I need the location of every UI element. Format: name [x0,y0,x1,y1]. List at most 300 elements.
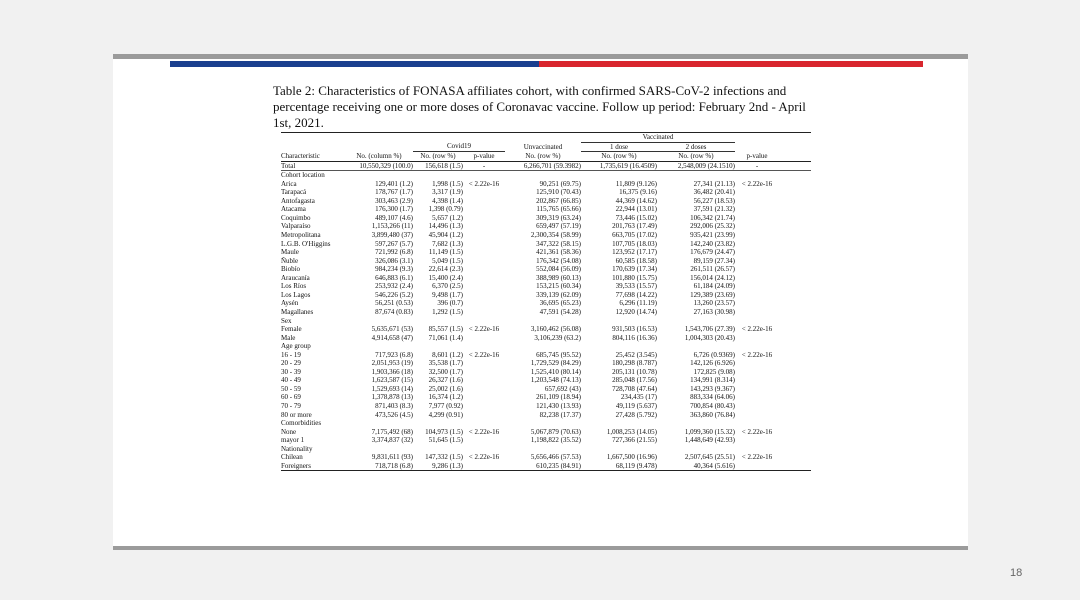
cell-dose2: 37,591 (21.32) [693,205,735,214]
cell-p2 [735,214,779,223]
table-row [281,351,811,360]
cell-dose2 [657,445,735,454]
cell-pad [779,419,811,428]
table-row [281,393,811,402]
cell-dose1: 1,735,619 (16.4509) [581,161,657,171]
cell-pad [779,385,811,394]
cell-covid: 14,496 (1.3) [428,222,463,231]
cell-dose2: 27,163 (30.98) [693,307,735,316]
cell-p1 [463,419,505,428]
cell-p2 [735,368,779,377]
cell-covid: 7,977 (0.92) [428,401,463,410]
cell-p1 [463,214,505,223]
cell-covid: 26,327 (1.6) [428,376,463,385]
table-row [281,436,811,445]
cell-p2 [735,385,779,394]
table-row [281,334,811,343]
cell-p2 [735,359,779,368]
cell-dose2: 129,389 (23.69) [690,290,735,299]
col-header-characteristic: Characteristic [281,152,345,162]
cell-dose1: 201,763 (17.49) [612,222,657,231]
cell-total-col: 1,378,878 (13) [371,393,413,402]
cell-pad [779,445,811,454]
cell-unvac: 659,497 (57.19) [536,222,581,231]
slide [113,54,968,550]
cell-dose1: 68,119 (9.478) [581,462,657,471]
cell-label: Foreigners [281,462,345,471]
cell-pad [779,257,811,266]
cell-p2 [735,282,779,291]
table-row [281,222,811,231]
cell-covid: 11,149 (1.5) [428,248,463,257]
header-row-subgroups [281,142,811,152]
cell-pad [779,402,811,411]
cell-dose2: 1,543,706 (27.39) [684,325,735,334]
cell-total-col: 326,086 (3.1) [375,256,413,265]
cell-p1 [463,445,505,454]
cell-covid: 4,299 (0.91) [428,410,463,419]
cell-p2 [735,265,779,274]
cell-p2: < 2.22e-16 [741,427,773,436]
table-row [281,180,811,189]
cell-pad [779,248,811,257]
cell-dose1 [581,445,657,454]
cell-unvac [505,316,581,325]
cell-dose2: 176,679 (24.47) [690,248,735,257]
cell-covid: 396 (0.7) [437,299,463,308]
cell-dose2: 156,014 (24.12) [690,273,735,282]
cell-label: Male [281,333,296,342]
cell-dose2: 1,004,303 (20.43) [684,333,735,342]
cell-covid: 25,002 (1.6) [428,384,463,393]
cell-pad [779,222,811,231]
table-row [281,257,811,266]
cell-pad [779,393,811,402]
cell-label: Tarapacá [281,188,307,197]
cell-dose2: 2,548,009 (24.1510) [657,161,735,171]
cell-dose1: 123,952 (17.17) [612,248,657,257]
cell-label: Biobío [281,265,301,274]
cell-p2: < 2.22e-16 [741,350,773,359]
cell-total-col: 1,529,693 (14) [371,384,413,393]
cell-p2 [735,240,779,249]
col-header-unvac: No. (row %) [505,152,581,162]
cell-pad [779,299,811,308]
cell-covid: 7,682 (1.3) [432,239,463,248]
cell-total-col: 717,923 (6.8) [375,350,413,359]
cell-p2 [735,231,779,240]
cell-total-col: 5,635,671 (53) [371,325,413,334]
cell-p1 [463,222,505,231]
cell-covid: 71,061 (1.4) [428,333,463,342]
cell-covid: 35,538 (1.7) [428,359,463,368]
cell-p1 [463,291,505,300]
table-row [281,274,811,283]
cell-dose2: 134,991 (8.314) [690,376,735,385]
cell-label: L.G.B. O'Higgins [281,239,331,248]
cell-p1: < 2.22e-16 [468,427,500,436]
header-2-doses: 2 doses [657,142,735,152]
table-row [281,428,811,437]
cell-pad [779,188,811,197]
table-row [281,265,811,274]
cell-total-col: 1,623,587 (15) [371,376,413,385]
cell-p2 [735,419,779,428]
cell-p1 [463,368,505,377]
cell-pad [779,231,811,240]
cell-dose2: 1,099,360 (15.32) [684,427,735,436]
cell-pad [779,351,811,360]
cell-label: Ñuble [281,256,299,265]
cell-unvac [505,445,581,454]
cell-p2 [735,445,779,454]
cell-unvac: 82,238 (17.37) [539,410,581,419]
cell-dose1: 1,667,500 (16.96) [606,453,657,462]
cell-dose2: 172,825 (9.08) [693,367,735,376]
cell-total-col: 2,051,953 (19) [371,359,413,368]
cell-unvac: 47,591 (54.28) [539,307,581,316]
cell-p1: < 2.22e-16 [468,453,500,462]
cell-dose1: 12,920 (14.74) [615,307,657,316]
cell-p1 [463,462,505,471]
cell-dose2: 261,511 (26.57) [690,265,735,274]
cell-label: Atacama [281,205,306,214]
cell-p1 [463,171,505,180]
cell-covid: 51,645 (1.5) [428,436,463,445]
cell-unvac: 121,430 (13.93) [536,401,581,410]
cell-dose2: 40,364 (5.616) [657,462,735,471]
cell-unvac: 552,084 (56.09) [536,265,581,274]
cell-unvac: 3,106,239 (63.2) [534,333,581,342]
cell-covid [413,419,463,428]
cell-label: Antofagasta [281,196,315,205]
cell-covid: 45,904 (1.2) [428,231,463,240]
table-caption: Table 2: Characteristics of FONASA affiliates cohort, with confirmed SARS-CoV-2 infections and percentage receiving one or more doses of Coronavac vaccine. Follow up period: February 2nd - April 1st, 2021. [273,83,806,130]
cell-pad [779,436,811,445]
cell-dose2: 13,260 (23.57) [693,299,735,308]
cell-dose2: 2,507,645 (25.51) [684,453,735,462]
cell-dose2: 36,482 (20.41) [693,188,735,197]
table-row [281,411,811,420]
cell-p2: < 2.22e-16 [741,179,773,188]
cell-unvac: 610,235 (84.91) [505,462,581,471]
cell-p2: < 2.22e-16 [741,453,773,462]
cell-covid: 1,998 (1.5) [432,179,463,188]
table-row [281,316,811,325]
cell-label: Nationality [281,444,313,453]
cell-covid: 16,374 (1.2) [428,393,463,402]
cell-p1 [463,436,505,445]
table-row [281,342,811,351]
cell-total-col: 10,550,329 (100.0) [345,161,413,171]
table-row [281,385,811,394]
col-header-dose2: No. (row %) [657,152,735,162]
cell-p2 [735,188,779,197]
cell-pad [779,411,811,420]
cell-total-col: 9,831,611 (93) [371,453,413,462]
cell-dose1: 44,369 (14.62) [615,196,657,205]
cell-dose1: 180,298 (8.787) [612,359,657,368]
cell-unvac: 309,319 (63.24) [536,213,581,222]
cell-label: 80 or more [281,410,312,419]
cell-unvac: 153,215 (60.34) [536,282,581,291]
cell-label: Total [281,161,345,171]
cell-covid [413,445,463,454]
col-header-pvalue-1: p-value [463,152,505,162]
cell-covid: 22,614 (2.3) [428,265,463,274]
cell-total-col: 721,992 (6.8) [375,248,413,257]
cell-p1 [463,316,505,325]
cell-p1 [463,265,505,274]
cell-p1 [463,240,505,249]
col-header-total: No. (column %) [345,152,413,162]
cell-dose1: 727,366 (21.55) [612,436,657,445]
cell-dose2: 292,006 (25.32) [690,222,735,231]
cell-p1 [463,282,505,291]
cell-label: Metropolitana [281,231,321,240]
table-row [281,197,811,206]
table-container [281,132,811,471]
cell-total-col: 303,463 (2.9) [375,196,413,205]
cell-pad [779,205,811,214]
cell-dose2: 6,726 (0.9369) [693,350,735,359]
cell-p1 [463,385,505,394]
table-row [281,325,811,334]
cell-pad [779,308,811,317]
cell-total-col: 473,526 (4.5) [375,410,413,419]
cell-p2 [735,171,779,180]
table-row [281,376,811,385]
cell-p1 [463,197,505,206]
table-row [281,453,811,462]
cell-label: 60 - 69 [281,393,301,402]
cell-unvac: 90,251 (69.75) [539,179,581,188]
cell-p1 [463,393,505,402]
cell-label: Araucanía [281,273,310,282]
cell-total-col: 1,153,266 (11) [371,222,413,231]
cell-dose2: 142,126 (6.926) [690,359,735,368]
cell-covid: 104,973 (1.5) [425,427,463,436]
cell-dose1: 73,446 (15.02) [615,213,657,222]
header-row-columns [281,152,811,162]
table-row [281,445,811,454]
cell-p1: < 2.22e-16 [468,179,500,188]
table-row [281,462,811,471]
cell-total-col [345,445,413,454]
cell-total-col: 871,403 (8.3) [375,401,413,410]
header-unvaccinated: Unvaccinated [523,142,563,151]
cell-covid: 3,317 (1.9) [432,188,463,197]
cell-p1 [463,257,505,266]
cell-label: Age group [281,342,311,351]
cell-pad [779,265,811,274]
cell-p2 [735,402,779,411]
cell-covid: 8,601 (1.2) [432,350,463,359]
cell-label: Sex [281,316,292,325]
cell-dose1: 205,131 (10.78) [612,367,657,376]
cell-dose1: 16,375 (9.16) [619,188,657,197]
cell-pad [779,453,811,462]
cell-covid: 9,498 (1.7) [432,290,463,299]
cell-dose1: 101,880 (15.75) [612,273,657,282]
cell-unvac [505,419,581,428]
cell-total-col: 546,226 (5.2) [375,290,413,299]
cell-pad [779,325,811,334]
cell-covid: 156,618 (1.5) [413,161,463,171]
cell-unvac: 5,656,466 (57.53) [530,453,581,462]
characteristics-table [281,132,811,471]
table-row [281,419,811,428]
cell-total-col [345,419,413,428]
cell-pad [779,368,811,377]
cell-total-col [345,171,413,180]
cell-p2 [735,334,779,343]
cell-dose2: 143,293 (9.367) [690,384,735,393]
cell-label: Coquimbo [281,213,311,222]
cell-p2 [735,222,779,231]
cell-covid: 6,370 (2.5) [432,282,463,291]
cell-pad [779,291,811,300]
table-row [281,402,811,411]
table-row [281,299,811,308]
cell-unvac: 1,729,529 (84.29) [530,359,581,368]
cell-unvac: 5,067,879 (70.63) [530,427,581,436]
cell-total-col: 984,234 (9.3) [375,265,413,274]
table-row [281,291,811,300]
cell-label: Chilean [281,453,303,462]
cell-p1: < 2.22e-16 [468,350,500,359]
cell-pad [779,428,811,437]
cell-unvac: 347,322 (58.15) [536,239,581,248]
cell-unvac: 3,160,462 (56.08) [530,325,581,334]
cell-unvac: 202,867 (66.85) [536,196,581,205]
cell-dose1: 170,639 (17.34) [612,265,657,274]
cell-dose1: 234,435 (17) [620,393,657,402]
header-row-groups [281,133,811,143]
cell-dose2 [657,316,735,325]
table-row [281,248,811,257]
cell-p2 [735,248,779,257]
cell-p1 [463,231,505,240]
cell-covid: 15,400 (2.4) [428,273,463,282]
cell-total-col [345,342,413,351]
cell-covid: 5,657 (1.2) [432,213,463,222]
cell-label: Valparaíso [281,222,311,231]
cell-dose1: 49,119 (5.637) [615,401,657,410]
cell-unvac: 176,342 (54.08) [536,256,581,265]
cell-unvac: 421,361 (58.36) [536,248,581,257]
cell-p1 [463,334,505,343]
cell-dose2: 935,421 (23.99) [690,231,735,240]
cell-label: Arica [281,179,297,188]
cell-unvac: 388,989 (60.13) [536,273,581,282]
cell-dose2: 89,159 (27.34) [693,256,735,265]
cell-unvac [505,171,581,180]
cell-label: Maule [281,248,299,257]
cell-dose1: 931,503 (16.53) [612,325,657,334]
cell-pad [779,376,811,385]
cell-dose1: 107,705 (18.03) [612,239,657,248]
cell-total-col: 3,374,837 (32) [371,436,413,445]
cell-total-col [345,316,413,325]
cell-p1 [463,411,505,420]
cell-dose2: 142,240 (23.82) [690,239,735,248]
cell-total-col: 87,674 (0.83) [375,307,413,316]
cell-unvac: 1,525,410 (80.14) [530,367,581,376]
cell-dose1: 22,944 (13.01) [615,205,657,214]
table-row [281,240,811,249]
accent-bar-red [539,61,923,67]
cell-p2 [735,376,779,385]
cell-label: Female [281,325,302,334]
cell-dose1: 804,116 (16.36) [612,333,657,342]
cell-unvac: 1,203,548 (74.13) [530,376,581,385]
cell-dose2: 700,854 (80.43) [690,401,735,410]
cell-dose2: 883,334 (64.06) [690,393,735,402]
cell-total-col: 489,107 (4.6) [375,213,413,222]
cell-label: 70 - 79 [281,401,301,410]
cell-dose2: 106,342 (21.74) [690,213,735,222]
table-row [281,214,811,223]
cell-p2 [735,299,779,308]
cell-p1 [463,274,505,283]
cell-covid: 32,500 (1.7) [428,367,463,376]
cell-label: Los Ríos [281,282,307,291]
cell-p2 [735,342,779,351]
cell-p1 [463,402,505,411]
cell-dose2: 27,341 (21.13) [693,179,735,188]
cell-label: Comorbidities [281,419,322,428]
cell-p2 [735,462,779,471]
cell-label: Los Lagos [281,290,311,299]
cell-pad [779,240,811,249]
col-header-covid: No. (row %) [413,152,463,162]
cell-dose2 [657,342,735,351]
cell-pad [779,274,811,283]
cell-total-col: 597,267 (5.7) [375,239,413,248]
cell-total-col: 7,175,492 (68) [371,427,413,436]
cell-dose2 [657,419,735,428]
cell-pad [779,171,811,180]
cell-dose2: 363,860 (76.84) [690,410,735,419]
cell-dose2 [657,171,735,180]
cell-pad [779,180,811,189]
cell-p1 [463,188,505,197]
cell-p2 [735,316,779,325]
cell-p2 [735,257,779,266]
cell-p1 [463,342,505,351]
cell-label: 20 - 29 [281,359,301,368]
cell-label: Magallanes [281,307,314,316]
cell-p2 [735,205,779,214]
cell-p1: < 2.22e-16 [468,325,500,334]
cell-p1 [463,248,505,257]
cell-p2 [735,308,779,317]
cell-covid: 85,557 (1.5) [428,325,463,334]
cell-unvac: 125,910 (70.43) [536,188,581,197]
cell-pad [779,316,811,325]
cell-dose2: 1,448,649 (42.93) [684,436,735,445]
cell-dose1: 60,585 (18.58) [615,256,657,265]
cell-dose1: 728,708 (47.64) [612,384,657,393]
cell-label: Aysén [281,299,299,308]
table-row [281,359,811,368]
cell-dose1: 27,428 (5.792) [615,410,657,419]
cell-covid: 4,398 (1.4) [432,196,463,205]
cell-dose1 [581,342,657,351]
cell-dose1 [581,316,657,325]
cell-label: 16 - 19 [281,350,301,359]
